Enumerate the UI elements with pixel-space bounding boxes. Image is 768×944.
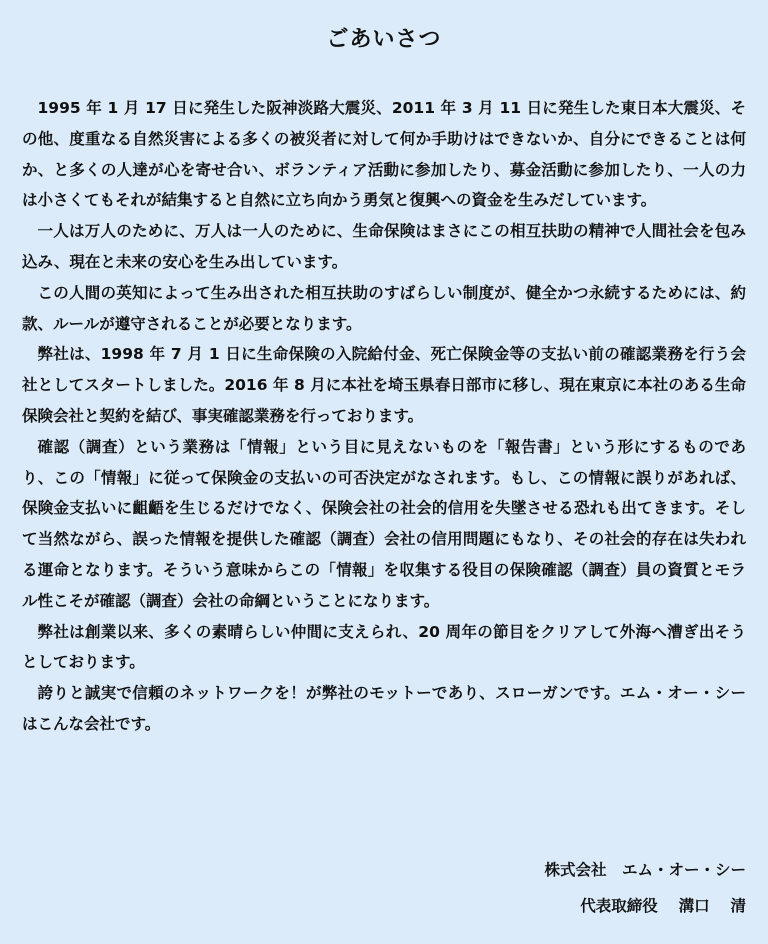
paragraph-mutual-aid: 一人は万人のために、万人は一人のために、生命保険はまさにこの相互扶助の精神で人間社会を包み込み、現在と未来の安心を生み出しています。 — [22, 222, 746, 271]
paragraph-anniversary: 弊社は創業以来、多くの素晴らしい仲間に支えられ、20 周年の節目をクリアして外海へ漕ぎ出そうとしております。 — [22, 622, 746, 672]
greeting-body — [22, 93, 746, 740]
signature-block — [544, 852, 746, 924]
page-title: ごあいさつ — [326, 27, 442, 52]
paragraph-information: 確認（調査）という業務は「情報」という目に見えないものを「報告書」という形にするものであり、この「情報」に従って保険金の支払いの可否決定がなされます。もし、この情報に誤りがあれば、保険金支払いに齟齬を生じるだけでなく、保険会社の社会的信用を失墜させる恐れも出てきます。そして当然ながら、誤った情報を提供した確認（調査）会社の信用問題にもなり、その社会的存在は失われる運命となります。そういう意味からこの「情報」を収集する役目の保険確認（調査）員の資質とモラル性こそが確認（調査）会社の命綱ということになります。 — [22, 437, 746, 610]
paragraph-company-history: 弊社は、1998 年 7 月 1 日に生命保険の入院給付金、死亡保険金等の支払い前の確認業務を行う会社としてスタートしました。2016 年 8 月に本社を埼玉県春日部市に移し、現在東京に本社のある生命保険会社と契約を結び、事実確認業務を行っております。 — [22, 345, 746, 425]
paragraph-motto: 誇りと誠実で信頼のネットワークを！が弊社のモットーであり、スローガンです。エム・オー・シーはこんな会社です。 — [22, 684, 746, 733]
company-name: 株式会社 エム・オー・シー — [544, 861, 746, 879]
paragraph-disasters: 1995 年 1 月 17 日に発生した阪神淡路大震災、2011 年 3 月 11 日に発生した東日本大震災、その他、度重なる自然災害による多くの被災者に対して何か手助けはできないか、自分にできることは何か、と多くの人達が心を寄せ合い、ボランティア活動に参加したり、募金活動に参加したり、一人の力は小さくてもそれが結集すると自然に立ち向かう勇気と復興への資金を生みだしています。 — [22, 99, 746, 210]
representative-name: 代表取締役 溝口 清 — [580, 897, 746, 915]
paragraph-rules: この人間の英知によって生み出された相互扶助のすばらしい制度が、健全かつ永続するためには、約款、ルールが遵守されることが必要となります。 — [22, 283, 746, 333]
